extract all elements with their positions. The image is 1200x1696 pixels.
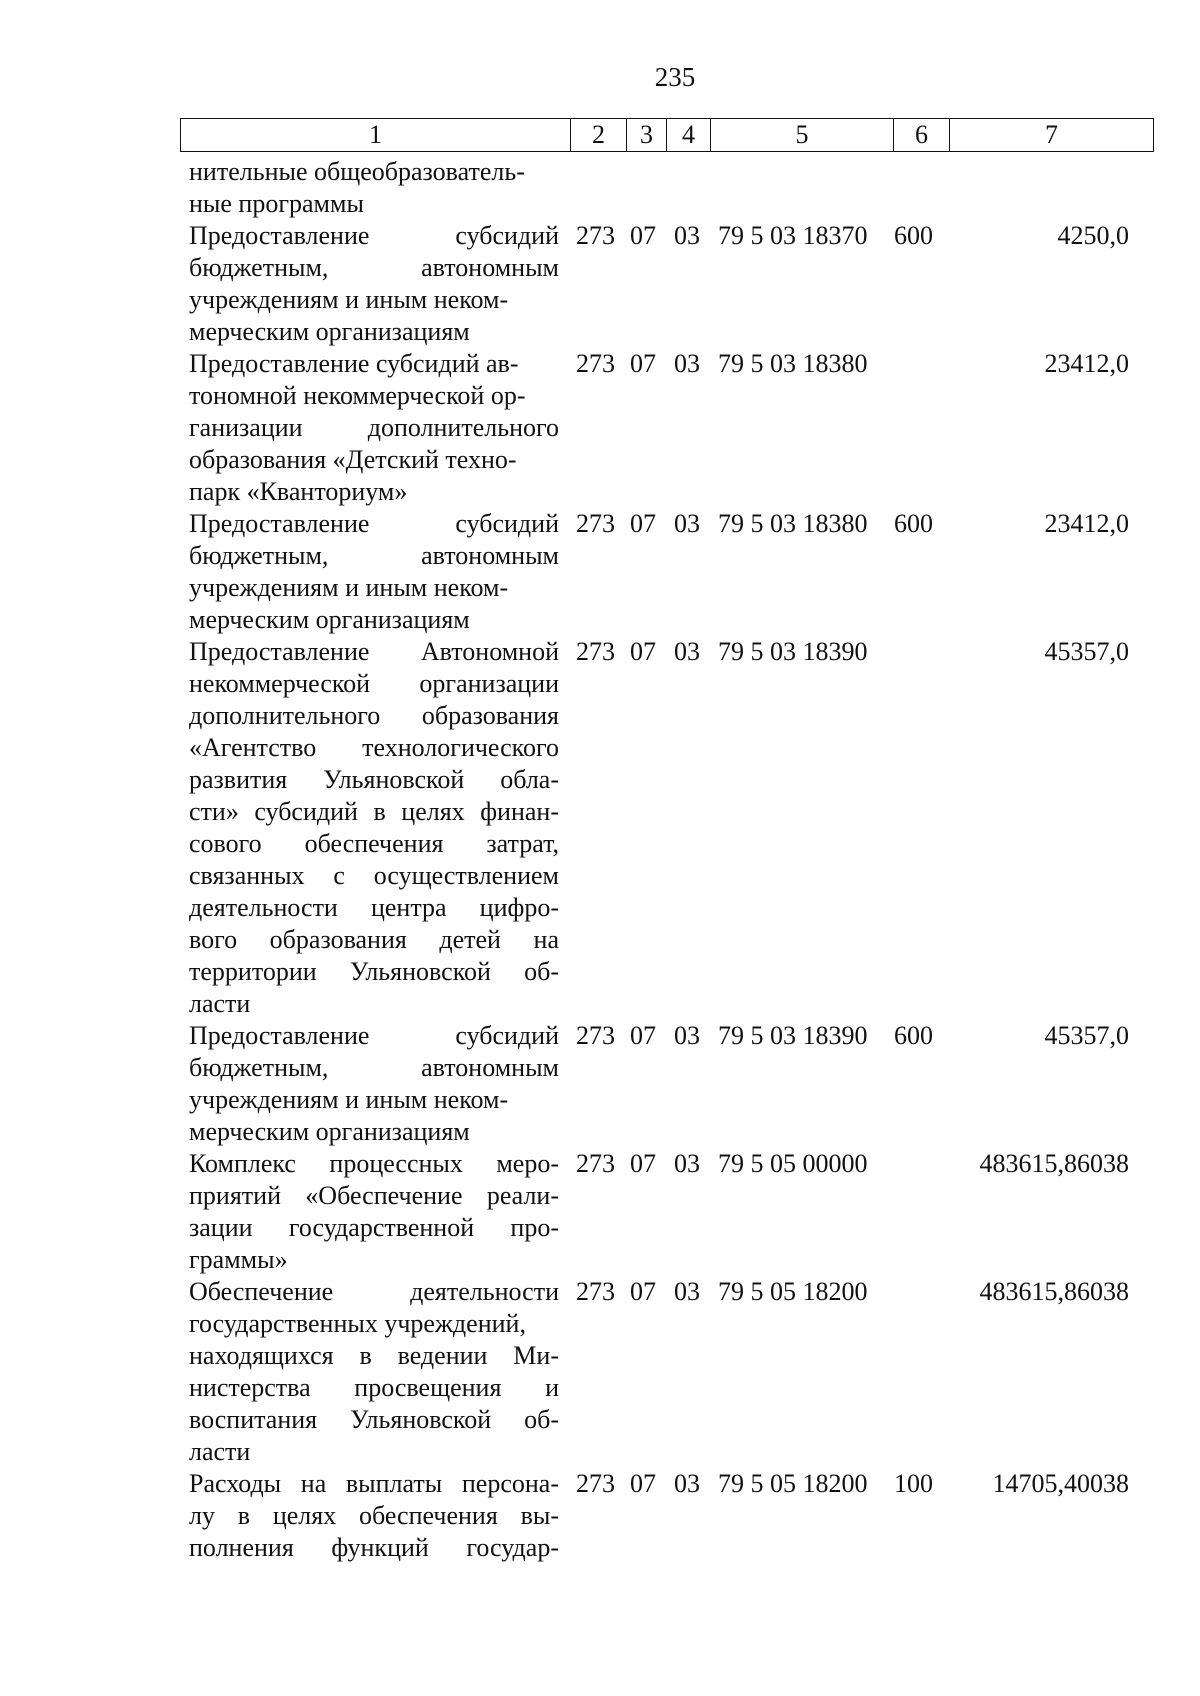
description-line: ласти xyxy=(189,1437,251,1466)
cell-col-3: 07 xyxy=(630,1277,656,1306)
cell-col-3: 07 xyxy=(630,221,656,250)
cell-col-4: 03 xyxy=(674,349,700,378)
cell-col-3: 07 xyxy=(630,509,656,538)
description-line: бюджетным, автономным xyxy=(189,1053,559,1082)
cell-col-2: 273 xyxy=(576,1149,615,1178)
row-description xyxy=(189,220,559,348)
cell-col-3: 07 xyxy=(630,1469,656,1498)
description-line: учреждениям и иным неком- xyxy=(189,285,509,314)
table-row xyxy=(0,1020,1200,1148)
cell-col-6: 600 xyxy=(894,1021,933,1050)
description-line: парк «Кванториум» xyxy=(189,477,408,506)
table-row xyxy=(0,220,1200,348)
cell-col-5: 79 5 05 00000 xyxy=(718,1149,868,1178)
cell-col-7: 483615,86038 xyxy=(979,1149,1129,1178)
cell-col-5: 79 5 03 18380 xyxy=(718,509,868,538)
cell-col-2: 273 xyxy=(576,349,615,378)
cell-col-4: 03 xyxy=(674,1149,700,1178)
cell-col-2: 273 xyxy=(576,1021,615,1050)
description-line: нительные общеобразователь- xyxy=(189,157,525,186)
table-row xyxy=(0,636,1200,1020)
cell-col-6: 600 xyxy=(894,221,933,250)
description-line: Обеспечение деятельности xyxy=(189,1277,559,1306)
description-line: лу в целях обеспечения вы- xyxy=(189,1501,559,1530)
description-line: зации государственной про- xyxy=(189,1213,559,1242)
table-row xyxy=(0,1276,1200,1468)
table-row xyxy=(0,348,1200,508)
description-line: сти» субсидий в целях финан- xyxy=(189,797,559,826)
cell-col-3: 07 xyxy=(630,349,656,378)
header-col-7: 7 xyxy=(950,119,1154,152)
cell-col-7: 23412,0 xyxy=(1044,349,1129,378)
cell-col-7: 45357,0 xyxy=(1044,637,1129,666)
description-line: Предоставление субсидий xyxy=(189,221,559,250)
cell-col-2: 273 xyxy=(576,1469,615,1498)
description-line: бюджетным, автономным xyxy=(189,253,559,282)
description-line: находящихся в ведении Ми- xyxy=(189,1341,559,1370)
description-line: граммы» xyxy=(189,1245,288,1274)
cell-col-3: 07 xyxy=(630,1021,656,1050)
cell-col-4: 03 xyxy=(674,1277,700,1306)
table-row xyxy=(0,508,1200,636)
row-description xyxy=(189,348,559,508)
description-line: некоммерческой организации xyxy=(189,669,559,698)
cell-col-5: 79 5 05 18200 xyxy=(718,1469,868,1498)
cell-col-2: 273 xyxy=(576,509,615,538)
row-description xyxy=(189,156,559,220)
row-description xyxy=(189,1276,559,1468)
cell-col-5: 79 5 03 18370 xyxy=(718,221,868,250)
description-line: Предоставление Автономной xyxy=(189,637,559,666)
cell-col-5: 79 5 03 18390 xyxy=(718,1021,868,1050)
description-line: тономной некоммерческой ор- xyxy=(189,381,526,410)
description-line: связанных с осуществлением xyxy=(189,861,559,890)
cell-col-4: 03 xyxy=(674,637,700,666)
description-line: развития Ульяновской обла- xyxy=(189,765,559,794)
description-line: полнения функций государ- xyxy=(189,1533,559,1562)
description-line: территории Ульяновской об- xyxy=(189,957,559,986)
header-col-4: 4 xyxy=(667,119,711,152)
description-line: образования «Детский техно- xyxy=(189,445,517,474)
table-row xyxy=(0,1468,1200,1564)
description-line: мерческим организациям xyxy=(189,1117,470,1146)
row-description xyxy=(189,1020,559,1148)
table-header xyxy=(180,118,1154,152)
description-line: дополнительного образования xyxy=(189,701,559,730)
cell-col-4: 03 xyxy=(674,1021,700,1050)
description-line: Предоставление субсидий ав- xyxy=(189,349,519,378)
description-line: Расходы на выплаты персона- xyxy=(189,1469,559,1498)
cell-col-4: 03 xyxy=(674,221,700,250)
table-row xyxy=(0,156,1200,220)
description-line: государственных учреждений, xyxy=(189,1309,526,1338)
cell-col-5: 79 5 05 18200 xyxy=(718,1277,868,1306)
table-body xyxy=(0,156,1200,1564)
cell-col-7: 45357,0 xyxy=(1044,1021,1129,1050)
description-line: вого образования детей на xyxy=(189,925,559,954)
row-description xyxy=(189,508,559,636)
table-row xyxy=(0,1148,1200,1276)
header-col-5: 5 xyxy=(711,119,894,152)
description-line: мерческим организациям xyxy=(189,317,470,346)
description-line: Предоставление субсидий xyxy=(189,1021,559,1050)
cell-col-7: 483615,86038 xyxy=(979,1277,1129,1306)
cell-col-2: 273 xyxy=(576,637,615,666)
description-line: бюджетным, автономным xyxy=(189,541,559,570)
header-col-2: 2 xyxy=(571,119,627,152)
row-description xyxy=(189,636,559,1020)
cell-col-4: 03 xyxy=(674,1469,700,1498)
description-line: учреждениям и иным неком- xyxy=(189,573,509,602)
description-line: ласти xyxy=(189,989,251,1018)
description-line: Предоставление субсидий xyxy=(189,509,559,538)
row-description xyxy=(189,1148,559,1276)
cell-col-5: 79 5 03 18390 xyxy=(718,637,868,666)
cell-col-6: 100 xyxy=(894,1469,933,1498)
cell-col-7: 23412,0 xyxy=(1044,509,1129,538)
description-line: ганизации дополнительного xyxy=(189,413,559,442)
description-line: «Агентство технологического xyxy=(189,733,559,762)
cell-col-2: 273 xyxy=(576,221,615,250)
description-line: сового обеспечения затрат, xyxy=(189,829,559,858)
cell-col-5: 79 5 03 18380 xyxy=(718,349,868,378)
row-description xyxy=(189,1468,559,1564)
description-line: деятельности центра цифро- xyxy=(189,893,559,922)
cell-col-3: 07 xyxy=(630,637,656,666)
cell-col-7: 14705,40038 xyxy=(992,1469,1129,1498)
cell-col-6: 600 xyxy=(894,509,933,538)
cell-col-3: 07 xyxy=(630,1149,656,1178)
description-line: воспитания Ульяновской об- xyxy=(189,1405,559,1434)
page-number: 235 xyxy=(654,62,696,92)
header-col-6: 6 xyxy=(894,119,950,152)
description-line: мерческим организациям xyxy=(189,605,470,634)
description-line: приятий «Обеспечение реали- xyxy=(189,1181,559,1210)
description-line: ные программы xyxy=(189,189,364,218)
description-line: нистерства просвещения и xyxy=(189,1373,559,1402)
header-col-1: 1 xyxy=(181,119,571,152)
header-col-3: 3 xyxy=(627,119,667,152)
cell-col-7: 4250,0 xyxy=(1057,221,1129,250)
description-line: Комплекс процессных меро- xyxy=(189,1149,559,1178)
description-line: учреждениям и иным неком- xyxy=(189,1085,509,1114)
cell-col-2: 273 xyxy=(576,1277,615,1306)
cell-col-4: 03 xyxy=(674,509,700,538)
